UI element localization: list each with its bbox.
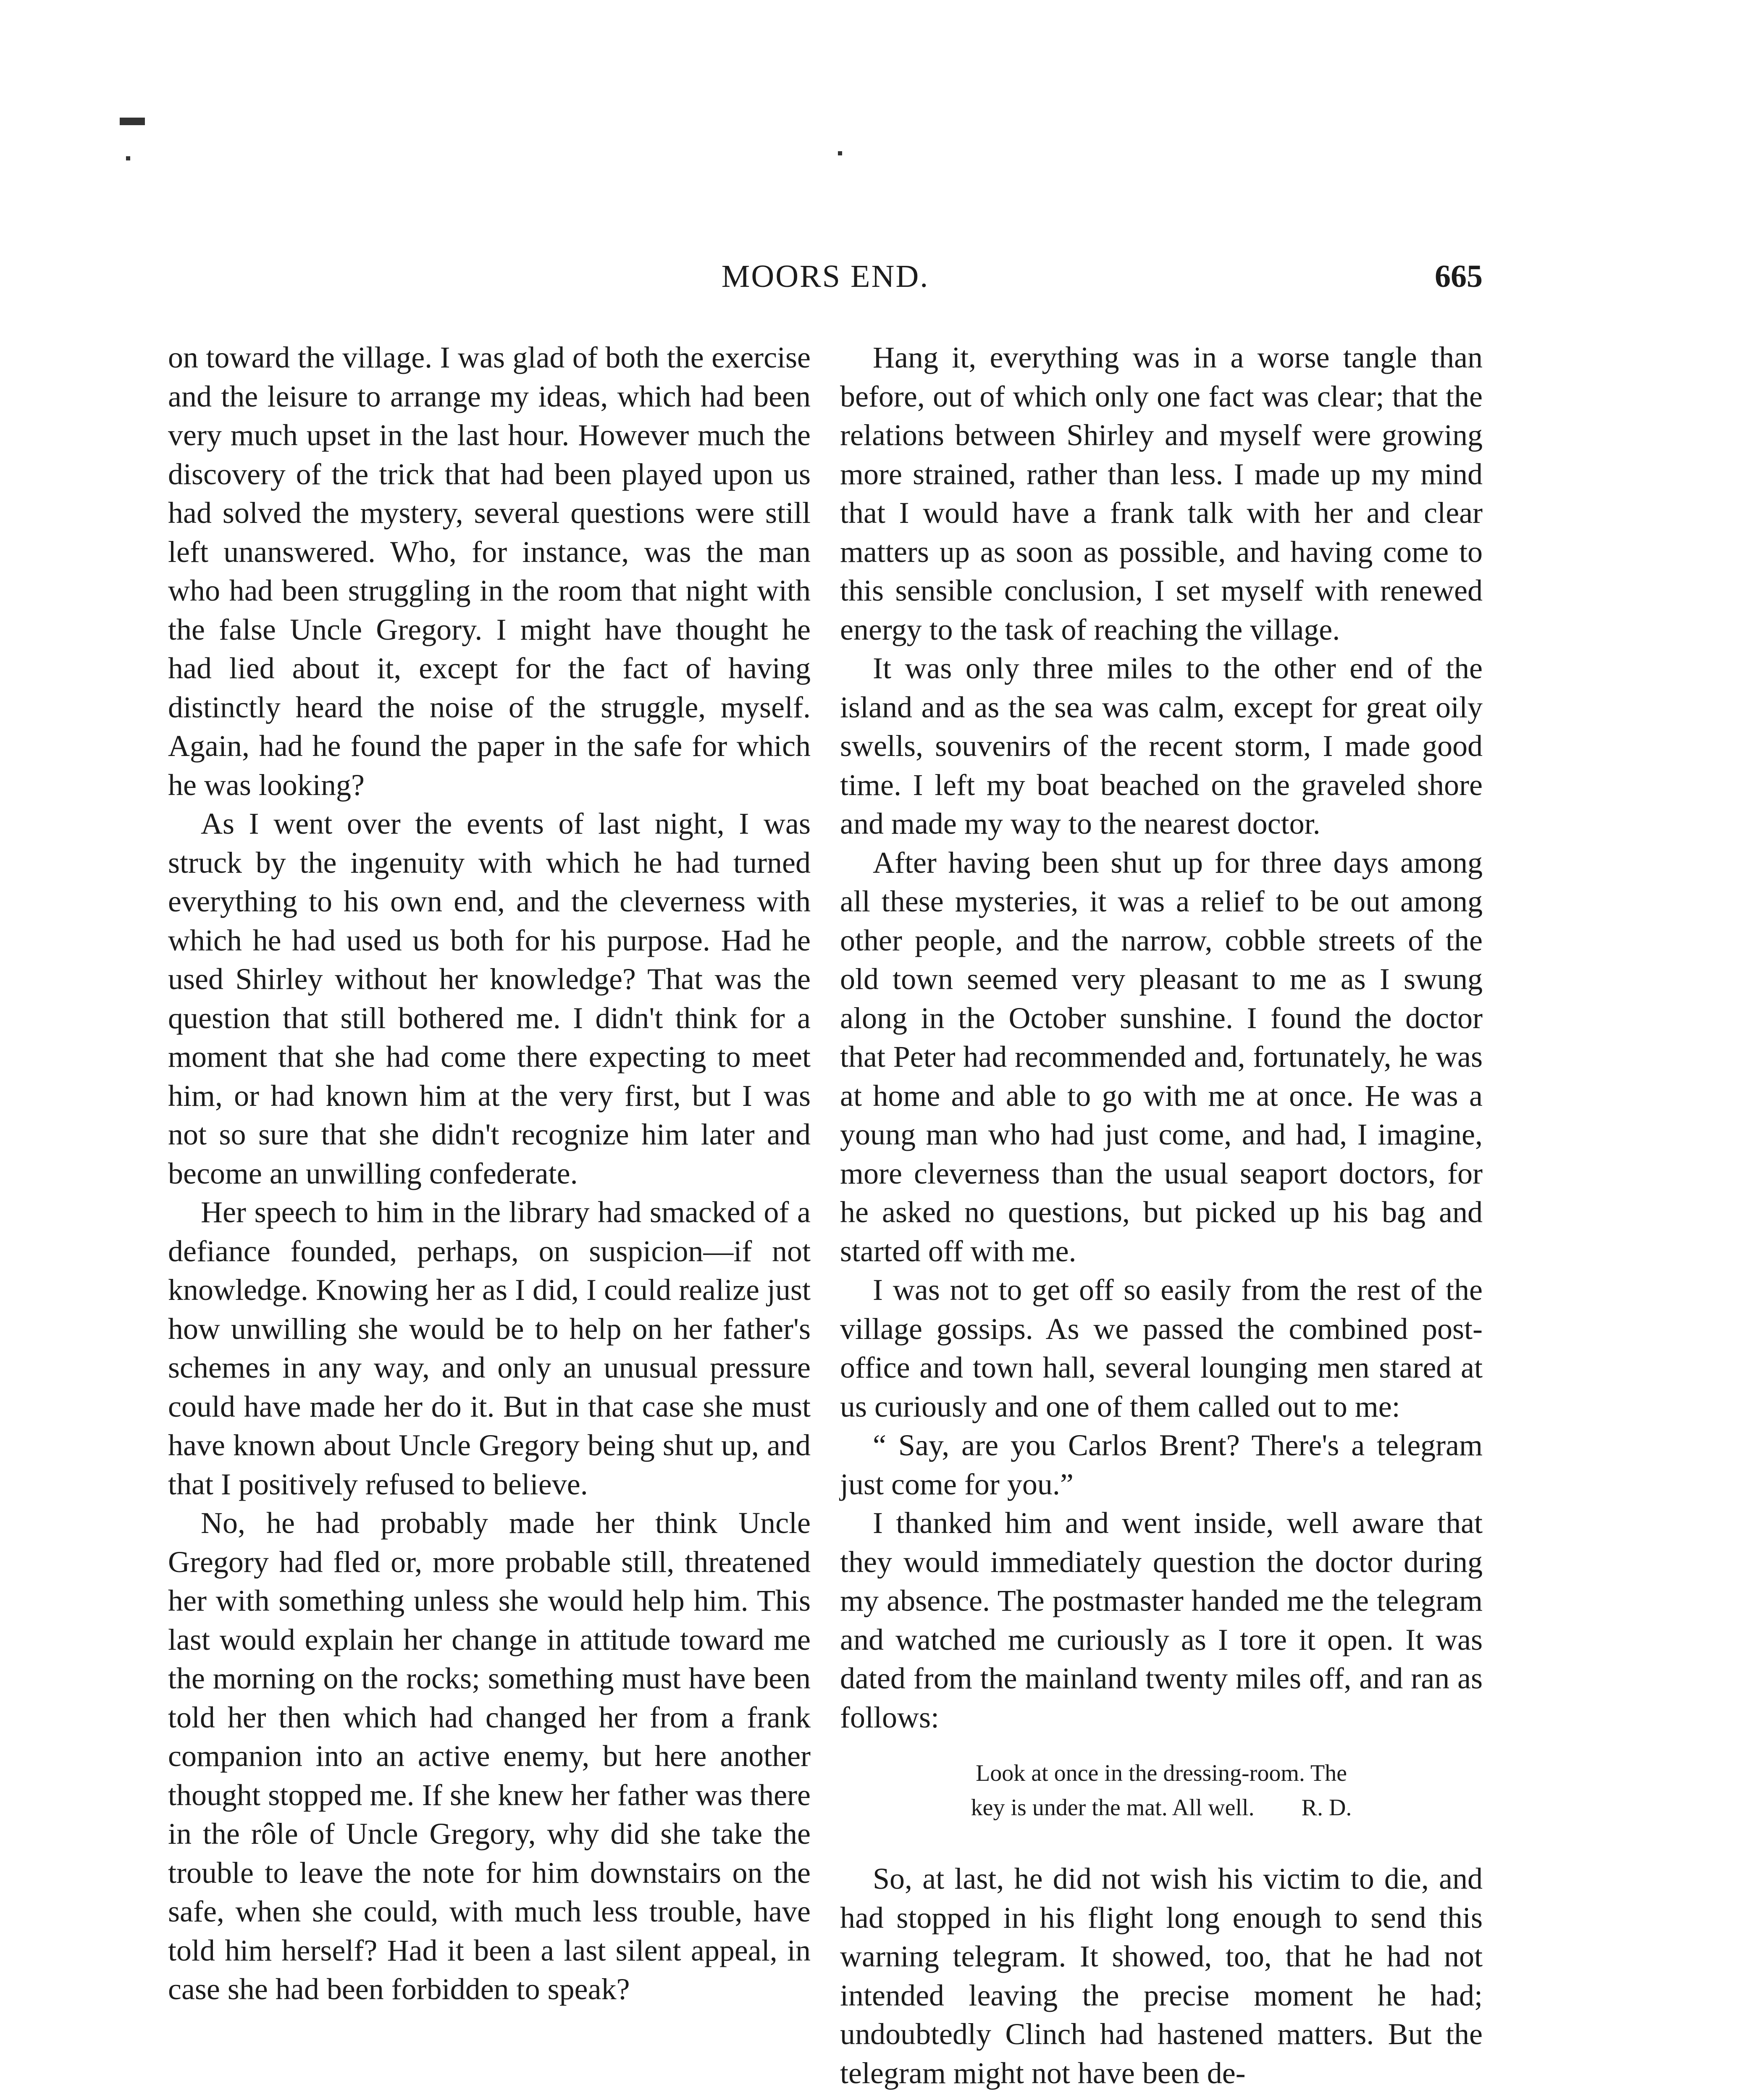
paragraph: I was not to get off so easily from the rest of the village gossips. As we passed the combined post-office and town hall, several lounging men stared at us curiously and one of them called out to me: <box>840 1273 1483 1423</box>
page-header <box>168 258 1483 304</box>
running-title: MOORS END. <box>721 259 929 294</box>
right-column-after-telegram <box>840 1859 1483 2092</box>
telegram-line: Look at once in the dressing-room. The <box>976 1760 1347 1786</box>
paragraph: Her speech to him in the library had smacked of a defiance founded, perhaps, on suspicion—if not knowledge. Knowing her as I did, I could realize just how unwilling she would be to help on her father's schemes in any way, and only an unusual pressure could have made her do it. But in that case she must have known about Uncle Gregory being shut up, and that I positively refused to believe. <box>168 1195 811 1501</box>
paragraph: No, he had probably made her think Uncle Gregory had fled or, more probable still, threatened her with something unless she would help him. This last would explain her change in attitude toward me the morning on the rocks; something must have been told her then which had changed her from a frank companion into an active enemy, but here another thought stopped me. If she knew her father was there in the rôle of Uncle Gregory, why did she take the trouble to leave the note for him downstairs on the safe, when she could, with much less trouble, have told him herself? Had it been a last silent appeal, in case she had been forbidden to speak? <box>168 1506 811 2006</box>
scan-speck <box>838 151 842 155</box>
telegram-line: key is under the mat. All well. R. D. <box>971 1795 1352 1821</box>
paragraph: “ Say, are you Carlos Brent? There's a telegram just come for you.” <box>840 1428 1483 1501</box>
telegram-text <box>840 1756 1483 1825</box>
paragraph: I thanked him and went inside, well aware that they would immediately question the doctor during my absence. The postmaster handed me the telegram and watched me curiously as I tore it open. It was dated from the mainland twenty miles off, and ran as follows: <box>840 1506 1483 1734</box>
paragraph: After having been shut up for three days among all these mysteries, it was a relief to be out among other people, and the narrow, cobble streets of the old town seemed very pleasant to me as I swung along in the October sunshine. I found the doctor that Peter had recommended and, fortunately, he was at home and able to go with me at once. He was a young man who had just come, and had, I imagine, more cleverness than the usual seaport doctors, for he asked no questions, but picked up his bag and started off with me. <box>840 845 1483 1268</box>
page-number: 665 <box>1435 259 1483 294</box>
paragraph: It was only three miles to the other end of the island and as the sea was calm, except for great oily swells, souvenirs of the recent storm, I made good time. I left my boat beached on the graveled shore and made my way to the nearest doctor. <box>840 651 1483 840</box>
paragraph: on toward the village. I was glad of both the exercise and the leisure to arrange my ideas, which had been very much upset in the last hour. However much the discovery of the trick that had been played upon us had solved the mystery, several questions were still left unanswered. Who, for instance, was the man who had been struggling in the room that night with the false Uncle Gregory. I might have thought he had lied about it, except for the fact of having distinctly heard the noise of the struggle, myself. Again, had he found the paper in the safe for which he was looking? <box>168 341 811 802</box>
left-column <box>168 338 811 2009</box>
paragraph: As I went over the events of last night, I was struck by the ingenuity with which he had turned everything to his own end, and the cleverness with which he had used us both for his purpose. Had he used Shirley without her knowledge? That was the question that still bothered me. I didn't think for a moment that she had come there expecting to meet him, or had known him at the very first, but I was not so sure that she didn't recognize him later and become an unwilling confederate. <box>168 807 811 1190</box>
right-column <box>840 338 1483 2092</box>
scan-speck <box>126 156 130 160</box>
scan-speck <box>120 118 145 125</box>
paragraph: Hang it, everything was in a worse tangle than before, out of which only one fact was clear; that the relations between Shirley and myself were growing more strained, rather than less. I made up my mind that I would have a frank talk with her and clear matters up as soon as possible, and having come to this sensible conclusion, I set myself with renewed energy to the task of reaching the village. <box>840 341 1483 646</box>
paragraph: So, at last, he did not wish his victim to die, and had stopped in his flight long enough to send this warning telegram. It showed, too, that he had not intended leaving the precise moment he had; undoubtedly Clinch had hastened matters. But the telegram might not have been de- <box>840 1862 1483 2090</box>
right-column-before-telegram <box>840 338 1483 1737</box>
